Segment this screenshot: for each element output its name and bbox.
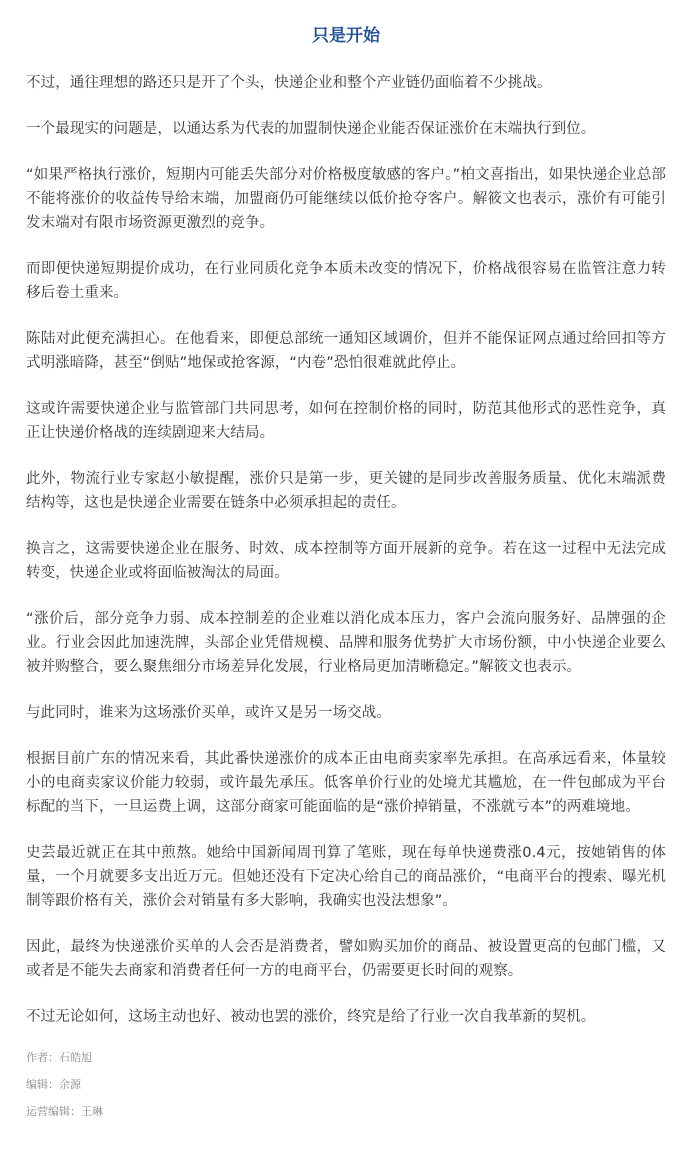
paragraph: 这或许需要快递企业与监管部门共同思考，如何在控制价格的同时，防范其他形式的恶性竞争，真正让快递价格战的连续剧迎来大结局。 — [26, 401, 666, 441]
article-credits — [26, 1051, 666, 1119]
paragraph: 而即便快递短期提价成功，在行业同质化竞争本质未改变的情况下，价格战很容易在监管注意力转移后卷土重来。 — [26, 261, 666, 301]
paragraph: “涨价后，部分竞争力弱、成本控制差的企业难以消化成本压力，客户会流向服务好、品牌强的企业。行业会因此加速洗牌，头部企业凭借规模、品牌和服务优势扩大市场份额，中小快递企业要么被并购整合，要么聚焦细分市场差异化发展，行业格局更加清晰稳定。”解筱文也表示。 — [26, 611, 666, 675]
paragraph: 一个最现实的问题是，以通达系为代表的加盟制快递企业能否保证涨价在末端执行到位。 — [26, 121, 596, 137]
paragraph: 此外，物流行业专家赵小敏提醒，涨价只是第一步，更关键的是同步改善服务质量、优化末端派费结构等，这也是快递企业需要在链条中必须承担起的责任。 — [26, 471, 666, 511]
paragraph: 与此同时，谁来为这场涨价买单，或许又是另一场交战。 — [26, 705, 391, 721]
paragraph: 不过，通往理想的路还只是开了个头，快递企业和整个产业链仍面临着不少挑战。 — [26, 75, 552, 91]
paragraph: 因此，最终为快递涨价买单的人会否是消费者，譬如购买加价的商品、被设置更高的包邮门槛，又或者是不能失去商家和消费者任何一方的电商平台，仍需要更长时间的观察。 — [26, 939, 666, 979]
paragraph: “如果严格执行涨价，短期内可能丢失部分对价格极度敏感的客户。”柏文喜指出，如果快递企业总部不能将涨价的收益传导给末端，加盟商仍可能继续以低价抢夺客户。解筱文也表示，涨价有可能引发末端对有限市场资源更激烈的竞争。 — [26, 167, 666, 231]
paragraph: 换言之，这需要快递企业在服务、时效、成本控制等方面开展新的竞争。若在这一过程中无法完成转变，快递企业或将面临被淘汰的局面。 — [26, 541, 666, 581]
article-body — [26, 71, 666, 1029]
paragraph: 陈陆对此便充满担心。在他看来，即便总部统一通知区域调价，但并不能保证网点通过给回扣等方式明涨暗降，甚至“倒贴”地保或抢客源，“内卷”恐怕很难就此停止。 — [26, 331, 666, 371]
paragraph: 史芸最近就正在其中煎熬。她给中国新闻周刊算了笔账，现在每单快递费涨0.4元，按她销售的体量，一个月就要多支出近万元。但她还没有下定决心给自己的商品涨价，“电商平台的搜索、曝光机制等跟价格有关，涨价会对销量有多大影响，我确实也没法想象”。 — [26, 845, 666, 909]
credit-author: 作者：石皓旭 — [26, 1051, 92, 1064]
paragraph: 不过无论如何，这场主动也好、被动也罢的涨价，终究是给了行业一次自我革新的契机。 — [26, 1009, 596, 1025]
paragraph: 根据目前广东的情况来看，其此番快递涨价的成本正由电商卖家率先承担。在高承远看来，体量较小的电商卖家议价能力较弱，或许最先承压。低客单价行业的处境尤其尴尬，在一件包邮成为平台标配的当下，一旦运费上调，这部分商家可能面临的是“涨价掉销量，不涨就亏本”的两难境地。 — [26, 751, 666, 815]
credit-editor: 编辑：余源 — [26, 1078, 81, 1091]
article-title: 只是开始 — [312, 26, 380, 46]
credit-operations-editor: 运营编辑：王琳 — [26, 1105, 103, 1118]
